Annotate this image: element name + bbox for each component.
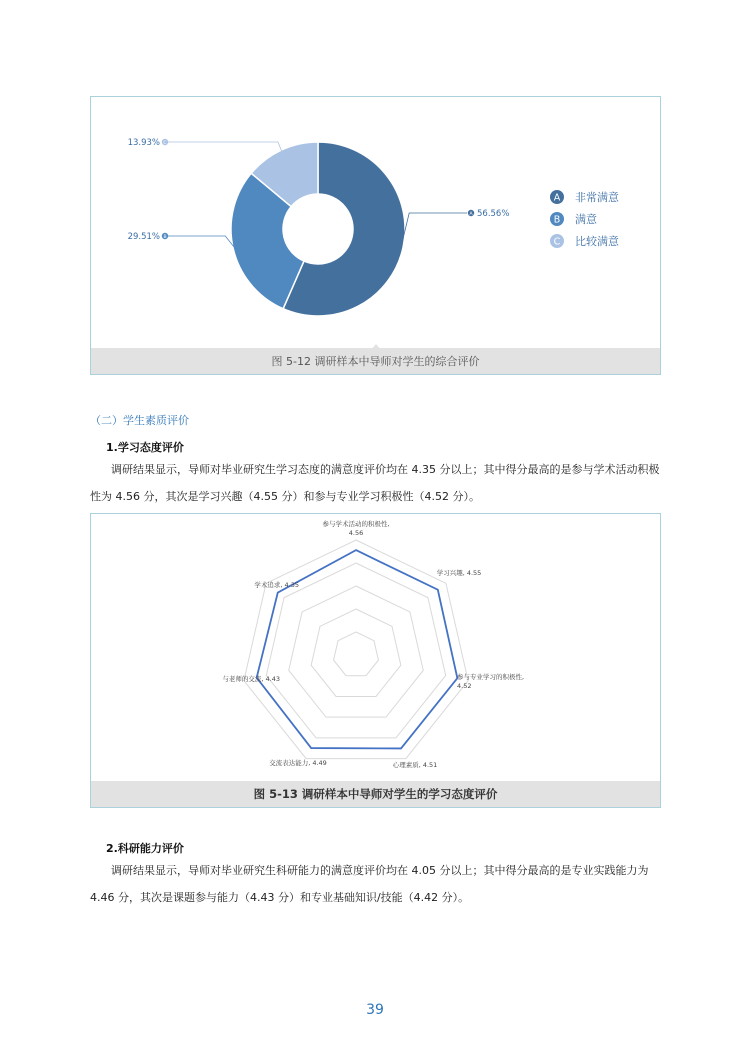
figure-caption: 图 5-13 调研样本中导师对学生的学习态度评价 bbox=[91, 781, 660, 807]
slice-label-B bbox=[128, 232, 236, 249]
svg-text:A: A bbox=[553, 192, 561, 204]
slice-label-A bbox=[401, 209, 509, 246]
legend-item-A bbox=[550, 190, 619, 204]
radar-axis-label: 学术追求, 4.35 bbox=[254, 581, 299, 589]
svg-text:B: B bbox=[163, 235, 167, 241]
section-heading: （二）学生素质评价 bbox=[90, 414, 189, 427]
figure-caption: 图 5-12 调研样本中导师对学生的综合评价 bbox=[91, 348, 660, 374]
slice-value-B: 29.51% bbox=[127, 232, 160, 242]
radar-axis-label: 参与专业学习的积极性, 4.52 bbox=[457, 673, 525, 690]
svg-text:C: C bbox=[553, 236, 561, 248]
slice-value-A: 56.56% bbox=[477, 209, 510, 219]
legend-item-B bbox=[550, 212, 597, 226]
page-number: 39 bbox=[366, 1002, 384, 1018]
slice-label-C bbox=[128, 138, 282, 152]
radar-series bbox=[257, 550, 458, 748]
radar-chart bbox=[91, 514, 660, 782]
paragraph-study-attitude: 调研结果显示，导师对毕业研究生学习态度的满意度评价均在 4.35 分以上；其中得分最高的是参与学术活动积极性为 4.56 分，其次是学习兴趣（4.55 分）和参与专业学习积极性（4.52 分）。 bbox=[90, 463, 660, 503]
slice-value-C: 13.93% bbox=[127, 138, 160, 148]
figure-5-13 bbox=[90, 513, 661, 808]
svg-text:C: C bbox=[163, 141, 167, 147]
paragraph-research-ability: 调研结果显示，导师对毕业研究生科研能力的满意度评价均在 4.05 分以上；其中得分最高的是专业实践能力为 4.46 分，其次是课题参与能力（4.43 分）和专业基础知识/技能（4.42 分）。 bbox=[90, 864, 649, 904]
svg-text:B: B bbox=[553, 214, 561, 226]
radar-axis-label: 交流表达能力, 4.49 bbox=[269, 759, 327, 767]
sub-heading-research-ability: 2.科研能力评价 bbox=[106, 842, 184, 855]
radar-axis-label: 参与学术活动的积极性, 4.56 bbox=[322, 520, 390, 537]
sub-heading-study-attitude: 1.学习态度评价 bbox=[106, 441, 184, 454]
radar-axis-label: 心理素质, 4.51 bbox=[392, 761, 438, 769]
legend-label: 非常满意 bbox=[575, 191, 619, 204]
legend-label: 满意 bbox=[575, 213, 597, 226]
figure-5-12 bbox=[90, 96, 661, 375]
radar-grid bbox=[244, 540, 468, 759]
radar-axis-label: 与老师的交流, 4.43 bbox=[222, 675, 280, 683]
svg-text:A: A bbox=[469, 212, 473, 218]
radar-axis-label: 学习兴趣, 4.55 bbox=[436, 569, 482, 577]
legend-label: 比较满意 bbox=[575, 235, 619, 248]
legend-item-C bbox=[550, 234, 619, 248]
donut-chart bbox=[91, 97, 660, 349]
